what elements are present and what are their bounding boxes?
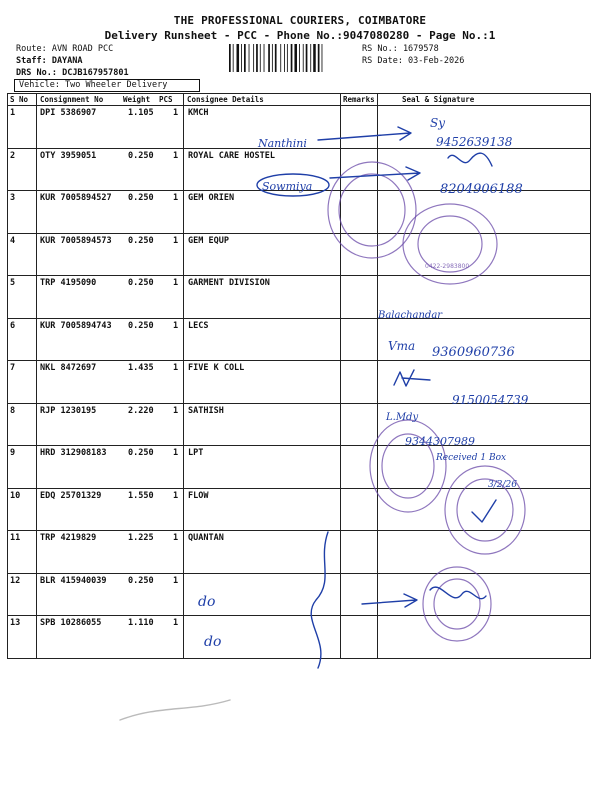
barcode-bar [244,44,246,72]
barcode-bar [313,44,316,72]
row-divider [7,318,591,319]
cell-weight: 0.250 [128,278,154,288]
cell-sno: 7 [10,363,16,373]
cell-consignment: TRP 4219829 [40,533,97,543]
barcode-bar [291,44,293,72]
vehicle-text: Vehicle: Two Wheeler Delivery [14,79,200,92]
col-divider [183,93,184,659]
cell-pcs: 1 [173,533,179,543]
cell-pcs: 1 [173,405,179,416]
cell-sno: 8 [10,405,16,416]
barcode-bar [237,44,240,72]
cell-weight: 0.250 [128,320,154,331]
cell-weight: 1.225 [128,533,154,543]
cell-consignee: QUANTAN [188,533,224,543]
barcode-bar [299,44,300,72]
cell-consignment: TRP 4195090 [40,278,97,288]
barcode-bar [318,44,320,72]
cell-pcs: 1 [173,448,179,458]
barcode-bar [249,44,250,72]
col-header-weight: Weight [123,95,151,104]
handwritten-phone-row8: 9150054739 [452,393,529,407]
cell-sno: 12 [10,575,21,586]
barcode-bar [280,44,281,72]
cell-weight: 1.550 [128,490,154,501]
col-header-consignment: Consignment No [40,95,104,104]
cell-pcs: 1 [173,193,179,203]
barcode-bar [310,44,311,72]
handwritten-phone-row2: 8204906188 [440,182,523,197]
handwritten-sign-row9: L.Mdy [386,412,419,423]
cell-pcs: 1 [173,490,179,501]
cell-sno: 3 [10,193,16,203]
faint-mark [120,700,230,720]
cell-consignee: FLOW [188,490,209,501]
table-border-bottom [7,658,591,659]
barcode-bar [241,44,242,72]
barcode-bar [264,44,265,72]
barcode-bar [253,44,254,72]
drs-value: DCJB167957801 [62,68,129,78]
barcode-bar [268,44,270,72]
row-divider [7,573,591,574]
cell-consignment: HRD 312908183 [40,448,107,458]
barcode-bar [272,44,273,72]
cell-weight: 1.435 [128,363,154,373]
ditto-row13: do [204,634,222,650]
col-header-pcs: PCS [159,95,173,104]
barcode-bar [306,44,308,72]
handwritten-note-row9: Received 1 Box [436,453,507,463]
table-border-top [7,93,591,94]
row-divider [7,275,591,276]
barcode-bar [256,44,258,72]
col-header-seal-signature: Seal & Signature [402,95,475,104]
table-header-divider [7,105,591,106]
cell-pcs: 1 [173,575,179,586]
handwritten-phone-row7: 9360960736 [432,345,515,360]
row-divider [7,360,591,361]
cell-weight: 1.105 [128,108,154,118]
handwritten-name-row1: Nanthini [258,137,307,150]
row-divider [7,403,591,404]
col-header-consignee: Consignee Details [187,95,264,104]
cell-consignee: FIVE K COLL [188,363,245,373]
col-divider [590,93,591,659]
cell-weight: 2.220 [128,405,154,416]
stamp-phone: 0422-2983800 [425,263,470,270]
cell-sno: 6 [10,320,16,331]
cell-consignment: EDQ 25701329 [40,490,102,501]
cell-sno: 11 [10,533,21,543]
cell-sno: 2 [10,150,16,161]
col-header-sno: S No [10,95,29,104]
drs-label: DRS No.: [16,68,57,78]
handwritten-phone-row1: 9452639138 [436,135,513,149]
row-divider [7,530,591,531]
col-divider [36,93,37,659]
cell-consignment: NKL 8472697 [40,363,97,373]
cell-consignment: BLR 415940039 [40,575,107,586]
barcode-bar [233,44,234,72]
cell-weight: 0.250 [128,150,154,161]
cell-consignment: RJP 1230195 [40,405,97,416]
row-divider [7,445,591,446]
document-subtitle: Delivery Runsheet - PCC - Phone No.:9047080280 - Page No.:1 [104,29,496,42]
cell-weight: 1.110 [128,618,154,628]
staff-text: Staff: DAYANA [16,56,83,66]
drs-number [16,68,129,78]
handwritten-phone-row9: 9344307989 [405,435,475,448]
row-divider [7,488,591,489]
cell-consignee: KMCH [188,108,209,118]
cell-weight: 0.250 [128,235,154,246]
cell-pcs: 1 [173,235,179,246]
cell-pcs: 1 [173,320,179,331]
barcode-bar [260,44,261,72]
cell-weight: 0.250 [128,448,154,458]
runsheet-table [7,93,591,659]
col-divider [377,93,378,659]
rs-date: RS Date: 03-Feb-2026 [362,56,465,66]
cell-consignment: KUR 7005894743 [40,320,112,331]
cell-consignee: SATHISH [188,405,224,416]
col-header-remarks: Remarks [343,95,375,104]
ditto-row12: do [198,594,216,610]
barcode-bar [284,44,285,72]
barcode-bar [303,44,304,72]
cell-sno: 5 [10,278,16,288]
cell-pcs: 1 [173,618,179,628]
barcode-bar [287,44,288,72]
cell-consignment: KUR 7005894573 [40,235,112,246]
cell-consignee: LPT [188,448,204,458]
document-title: THE PROFESSIONAL COURIERS, COIMBATORE [173,14,427,27]
cell-consignee: GEM ORIEN [188,193,235,203]
barcode [229,44,357,72]
handwritten-sign-row7: Vma [388,339,416,353]
cell-consignee: LECS [188,320,209,331]
cell-consignment: OTY 3959051 [40,150,97,161]
cell-weight: 0.250 [128,193,154,203]
handwritten-sign-row1: Sy [430,116,445,130]
cell-pcs: 1 [173,150,179,161]
row-divider [7,148,591,149]
cell-pcs: 1 [173,363,179,373]
handwritten-name-row6: Balachandar [378,310,443,321]
cell-consignee: ROYAL CARE HOSTEL [188,150,275,161]
cell-consignment: DPI 5386907 [40,108,97,118]
cell-pcs: 1 [173,278,179,288]
handwritten-name-row2: Sowmiya [262,180,313,193]
cell-weight: 0.250 [128,575,154,586]
cell-sno: 4 [10,235,16,246]
barcode-bar [322,44,323,72]
row-divider [7,190,591,191]
cell-sno: 13 [10,618,21,628]
barcode-bar [229,44,231,72]
cell-sno: 1 [10,108,16,118]
barcode-bar [294,44,297,72]
cell-consignee: GARMENT DIVISION [188,278,270,288]
handwritten-date-row10: 3/2/26 [488,480,517,490]
cell-sno: 9 [10,448,16,458]
route-text: Route: AVN ROAD PCC [16,44,114,54]
rs-number: RS No.: 1679578 [362,44,439,54]
cell-consignment: KUR 7005894527 [40,193,112,203]
cell-consignee: GEM EQUP [188,235,229,246]
col-divider [340,93,341,659]
row-divider [7,615,591,616]
cell-pcs: 1 [173,108,179,118]
cell-sno: 10 [10,490,21,501]
row-divider [7,233,591,234]
cell-consignment: SPB 10286055 [40,618,102,628]
barcode-bar [275,44,277,72]
col-divider [7,93,8,659]
